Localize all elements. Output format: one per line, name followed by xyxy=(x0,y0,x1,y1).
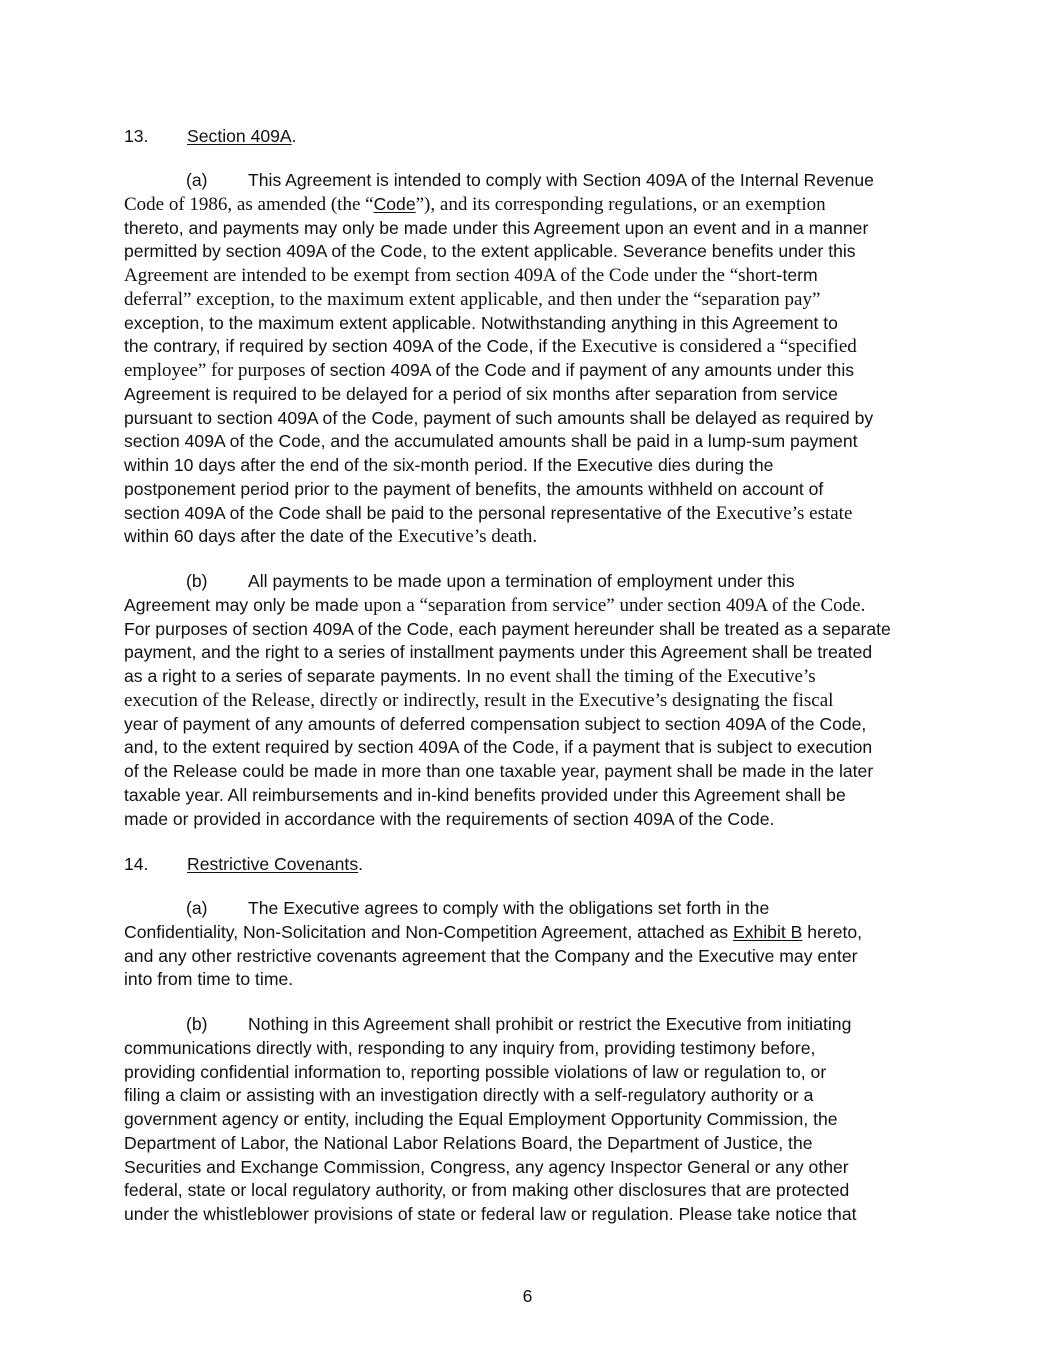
line-text: pursuant to section 409A of the Code, payment of such amounts shall be delayed as required by xyxy=(124,407,874,428)
line-text: providing confidential information to, reporting possible violations of law or regulation to, or xyxy=(124,1061,827,1082)
line-text: term xyxy=(782,265,818,285)
paragraph-line xyxy=(124,808,936,832)
line-text: employee” for purposes xyxy=(124,360,311,381)
line-text: hereto, xyxy=(802,921,863,942)
line-text: Executive is considered a “specified xyxy=(581,336,857,358)
line-text: permitted by section 409A of the Code, to the extent applicable. Severance benefits under this xyxy=(124,241,856,262)
section-14-number: 14. xyxy=(124,854,149,874)
section-13-heading xyxy=(124,124,297,148)
paragraph-line xyxy=(124,193,936,217)
line-text: Department of Labor, the National Labor Relations Board, the Department of Justice, the xyxy=(124,1132,813,1153)
paragraph-line xyxy=(124,1037,936,1061)
paragraph-line xyxy=(124,594,936,618)
line-text: Agreement are intended to be exempt from section 409A of the Code under the “short- xyxy=(124,265,783,286)
paragraph-line xyxy=(124,713,936,737)
paragraph-line xyxy=(124,618,936,642)
paragraph-line xyxy=(124,264,936,288)
line-text: Executive’s estate xyxy=(715,502,853,524)
paragraph-line xyxy=(124,454,936,478)
line-text: This Agreement is intended to comply with Section 409A of the Internal Revenue xyxy=(248,170,874,190)
paragraph-line xyxy=(124,478,936,502)
line-text: ”), and its corresponding regulations, or an exemption xyxy=(415,193,826,215)
paragraph-line xyxy=(124,897,936,921)
line-text: Confidentiality, Non-Solicitation and Non-Competition Agreement, attached as xyxy=(124,921,733,942)
paragraph-line xyxy=(124,407,936,431)
line-text: within 60 days after the date of the xyxy=(124,526,398,547)
line-text: of the Release could be made in more than one taxable year, payment shall be made in the later xyxy=(124,761,874,781)
section-13a-paragraph xyxy=(124,169,936,549)
line-text: communications directly with, responding to any inquiry from, providing testimony before, xyxy=(124,1037,816,1058)
subsection-label: (a) xyxy=(186,170,208,190)
line-text: Agreement may only be made xyxy=(124,594,364,615)
exhibit-b-reference: Exhibit B xyxy=(732,921,803,942)
paragraph-line xyxy=(124,945,936,969)
line-text: For purposes of section 409A of the Code, each payment hereunder shall be treated as a separate xyxy=(124,618,891,639)
paragraph-line xyxy=(124,1132,936,1156)
section-14a-paragraph xyxy=(124,897,936,992)
line-text: taxable year. All reimbursements and in-kind benefits provided under this Agreement shall be xyxy=(124,784,846,805)
paragraph-line xyxy=(124,240,936,264)
paragraph-line xyxy=(124,1061,936,1085)
paragraph-line xyxy=(124,1108,936,1132)
paragraph-line xyxy=(124,665,936,689)
paragraph-line xyxy=(124,736,936,760)
line-text: into from time to time. xyxy=(124,969,294,990)
line-text: exception, to the maximum extent applicable. Notwithstanding anything in this Agreement to xyxy=(124,312,838,333)
paragraph-line xyxy=(124,502,936,526)
line-text: upon a “separation from service” under section 409A of the Code. xyxy=(363,594,866,616)
line-text: government agency or entity, including the Equal Employment Opportunity Commission, the xyxy=(124,1109,838,1129)
line-text: as a right to a series of separate payments. In xyxy=(124,666,486,686)
line-text: section 409A of the Code shall be paid to the personal representative of the xyxy=(124,502,716,523)
line-text: Executive’s death. xyxy=(397,526,538,548)
paragraph-line xyxy=(124,784,936,808)
line-text: within 10 days after the end of the six-month period. If the Executive dies during the xyxy=(124,455,774,475)
paragraph-line xyxy=(124,921,936,945)
paragraph-line xyxy=(124,968,936,992)
line-text: payment, and the right to a series of installment payments under this Agreement shall be treated xyxy=(124,642,873,663)
line-text: no event shall the timing of the Executive’s xyxy=(485,666,816,687)
subsection-label: (a) xyxy=(186,898,208,918)
line-text: federal, state or local regulatory authority, or from making other disclosures that are protected xyxy=(124,1180,850,1201)
line-text: Agreement is required to be delayed for a period of six months after separation from service xyxy=(124,383,838,404)
section-13b-paragraph xyxy=(124,570,936,831)
paragraph-line xyxy=(124,1156,936,1180)
line-text: Nothing in this Agreement shall prohibit or restrict the Executive from initiating xyxy=(248,1014,852,1034)
paragraph-line xyxy=(124,335,936,359)
section-13-number: 13. xyxy=(124,126,149,146)
line-text: All payments to be made upon a termination of employment under this xyxy=(248,571,795,591)
section-14-title-period: . xyxy=(358,854,364,874)
line-text: of section 409A of the Code and if payment of any amounts under this xyxy=(310,360,855,380)
line-text: section 409A of the Code, and the accumulated amounts shall be paid in a lump-sum payment xyxy=(124,431,858,452)
line-text: execution of the Release, directly or indirectly, result in the Executive’s designating the fiscal xyxy=(124,689,834,711)
line-text: and any other restrictive covenants agreement that the Company and the Executive may enter xyxy=(124,945,858,966)
line-text: postponement period prior to the payment of benefits, the amounts withheld on account of xyxy=(124,478,824,499)
line-text: the contrary, if required by section 409A of the Code, if the xyxy=(124,336,582,357)
paragraph-line xyxy=(124,570,936,594)
paragraph-line xyxy=(124,1013,936,1037)
paragraph-line xyxy=(124,1203,936,1227)
paragraph-line xyxy=(124,359,936,383)
line-text: year of payment of any amounts of deferred compensation subject to section 409A of the Code, xyxy=(124,713,867,734)
section-13-title: Section 409A xyxy=(187,126,292,146)
line-text: thereto, and payments may only be made under this Agreement upon an event and in a manner xyxy=(124,217,869,238)
paragraph-line xyxy=(124,288,936,312)
paragraph-line xyxy=(124,760,936,784)
paragraph-line xyxy=(124,169,936,193)
page-number: 6 xyxy=(522,1286,533,1306)
line-text: Code of 1986, as amended (the “ xyxy=(124,193,374,215)
section-13-title-period: . xyxy=(291,126,297,146)
paragraph-line xyxy=(124,525,936,549)
line-text: made or provided in accordance with the requirements of section 409A of the Code. xyxy=(124,808,775,829)
line-text: The Executive agrees to comply with the obligations set forth in the xyxy=(248,898,770,918)
paragraph-line xyxy=(124,312,936,336)
line-text: deferral” exception, to the maximum extent applicable, and then under the “separation pay” xyxy=(124,288,821,310)
paragraph-line xyxy=(124,641,936,665)
line-text: filing a claim or assisting with an investigation directly with a self-regulatory authority or a xyxy=(124,1085,814,1106)
line-text: under the whistleblower provisions of state or federal law or regulation. Please take notice that xyxy=(124,1204,857,1224)
paragraph-line xyxy=(124,1084,936,1108)
line-text: and, to the extent required by section 409A of the Code, if a payment that is subject to execution xyxy=(124,737,873,758)
paragraph-line xyxy=(124,383,936,407)
defined-term-code: Code xyxy=(373,193,416,214)
section-14-heading xyxy=(124,852,363,876)
paragraph-line xyxy=(124,430,936,454)
subsection-label: (b) xyxy=(186,1014,208,1034)
section-14b-paragraph xyxy=(124,1013,936,1227)
line-text: Securities and Exchange Commission, Congress, any agency Inspector General or any other xyxy=(124,1156,849,1177)
paragraph-line xyxy=(124,1179,936,1203)
section-14-title: Restrictive Covenants xyxy=(187,854,359,874)
subsection-label: (b) xyxy=(186,571,208,591)
paragraph-line xyxy=(124,217,936,241)
paragraph-line xyxy=(124,689,936,713)
